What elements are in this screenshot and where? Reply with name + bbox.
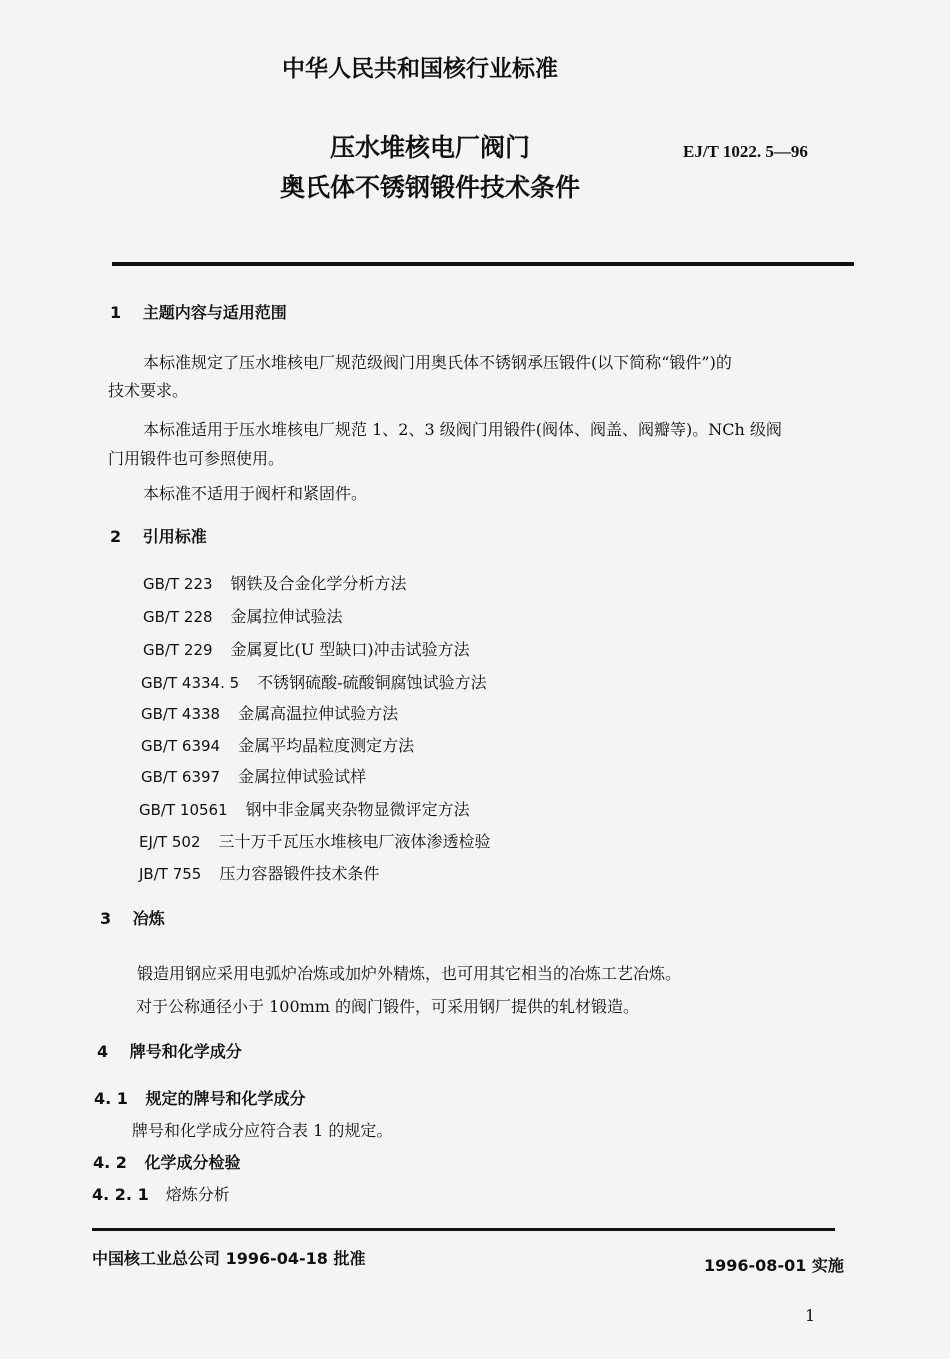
reference-item (141, 701, 398, 724)
paragraph: 牌号和化学成分应符合表 1 的规定。 (132, 1121, 393, 1140)
reference-code: GB/T 4338 (141, 705, 221, 723)
paragraph: 对于公称通径小于 100mm 的阀门锻件，可采用钢厂提供的轧材锻造。 (136, 997, 640, 1016)
reference-title: 金属拉伸试验试样 (238, 767, 367, 786)
reference-code: JB/T 755 (139, 865, 202, 883)
reference-title: 金属高温拉伸试验方法 (238, 704, 399, 723)
subsection-4-1-heading (94, 1086, 306, 1109)
reference-code: EJ/T 502 (139, 833, 201, 851)
paragraph: 本标准规定了压水堆核电厂规范级阀门用奥氏体不锈钢承压锻件(以下简称“锻件”)的 (143, 353, 732, 372)
paragraph: 本标准不适用于阀杆和紧固件。 (143, 484, 368, 503)
header-rule (112, 262, 854, 266)
reference-title: 钢铁及合金化学分析方法 (230, 574, 407, 593)
section-number: 3 (100, 909, 112, 928)
subsection-title: 规定的牌号和化学成分 (145, 1089, 306, 1108)
reference-title: 钢中非金属夹杂物显微评定方法 (245, 800, 470, 819)
subsection-title: 熔炼分析 (165, 1185, 230, 1204)
subsection-4-2-1-heading (92, 1182, 230, 1205)
paragraph: 技术要求。 (108, 381, 189, 400)
reference-title: 不锈钢硫酸-硫酸铜腐蚀试验方法 (257, 673, 487, 692)
reference-item (141, 733, 414, 756)
footer-rule (92, 1228, 835, 1231)
section-title: 主题内容与适用范围 (142, 303, 287, 322)
subsection-title: 化学成分检验 (144, 1153, 241, 1172)
reference-item (143, 637, 470, 660)
section-2-heading (110, 524, 207, 547)
subsection-number: 4. 1 (94, 1089, 128, 1108)
reference-item (139, 797, 470, 820)
section-title: 牌号和化学成分 (129, 1042, 242, 1061)
reference-code: GB/T 229 (143, 641, 213, 659)
reference-item (143, 604, 343, 627)
paragraph: 锻造用钢应采用电弧炉冶炼或加炉外精炼，也可用其它相当的冶炼工艺冶炼。 (137, 964, 682, 983)
reference-code: GB/T 4334. 5 (141, 674, 240, 692)
reference-title: 金属拉伸试验法 (230, 607, 343, 626)
subsection-4-2-heading (93, 1150, 241, 1173)
approval-note: 中国核工业总公司 1996-04-18 批准 (92, 1249, 366, 1268)
document-title-line-1: 压水堆核电厂阀门 (329, 133, 530, 162)
effective-date-note: 1996-08-01 实施 (704, 1256, 844, 1275)
page-number: 1 (805, 1306, 816, 1325)
reference-code: GB/T 10561 (139, 801, 228, 819)
reference-item (139, 861, 379, 884)
section-number: 2 (110, 527, 122, 546)
section-number: 1 (110, 303, 122, 322)
reference-item (143, 571, 407, 594)
reference-item (141, 670, 487, 693)
section-title: 引用标准 (142, 527, 207, 546)
reference-title: 金属平均晶粒度测定方法 (238, 736, 415, 755)
section-4-heading (97, 1039, 242, 1062)
section-1-heading (110, 300, 287, 323)
paragraph: 本标准适用于压水堆核电厂规范 1、2、3 级阀门用锻件(阀体、阀盖、阀瓣等)。NCh 级阀 (143, 420, 782, 439)
standard-code: EJ/T 1022. 5—96 (683, 142, 808, 161)
document-title-line-2: 奥氏体不锈钢锻件技术条件 (279, 173, 580, 202)
reference-item (139, 829, 491, 852)
section-title: 冶炼 (132, 909, 165, 928)
section-3-heading (100, 906, 165, 929)
reference-title: 压力容器锻件技术条件 (219, 864, 380, 883)
section-number: 4 (97, 1042, 109, 1061)
reference-title: 三十万千瓦压水堆核电厂液体渗透检验 (218, 832, 491, 851)
reference-code: GB/T 228 (143, 608, 213, 626)
reference-item (141, 764, 366, 787)
standard-category-header: 中华人民共和国核行业标准 (282, 56, 558, 82)
subsection-number: 4. 2. 1 (92, 1185, 149, 1204)
reference-code: GB/T 223 (143, 575, 213, 593)
reference-title: 金属夏比(U 型缺口)冲击试验方法 (230, 640, 470, 659)
paragraph: 门用锻件也可参照使用。 (108, 449, 285, 468)
subsection-number: 4. 2 (93, 1153, 127, 1172)
reference-code: GB/T 6394 (141, 737, 221, 755)
reference-code: GB/T 6397 (141, 768, 221, 786)
